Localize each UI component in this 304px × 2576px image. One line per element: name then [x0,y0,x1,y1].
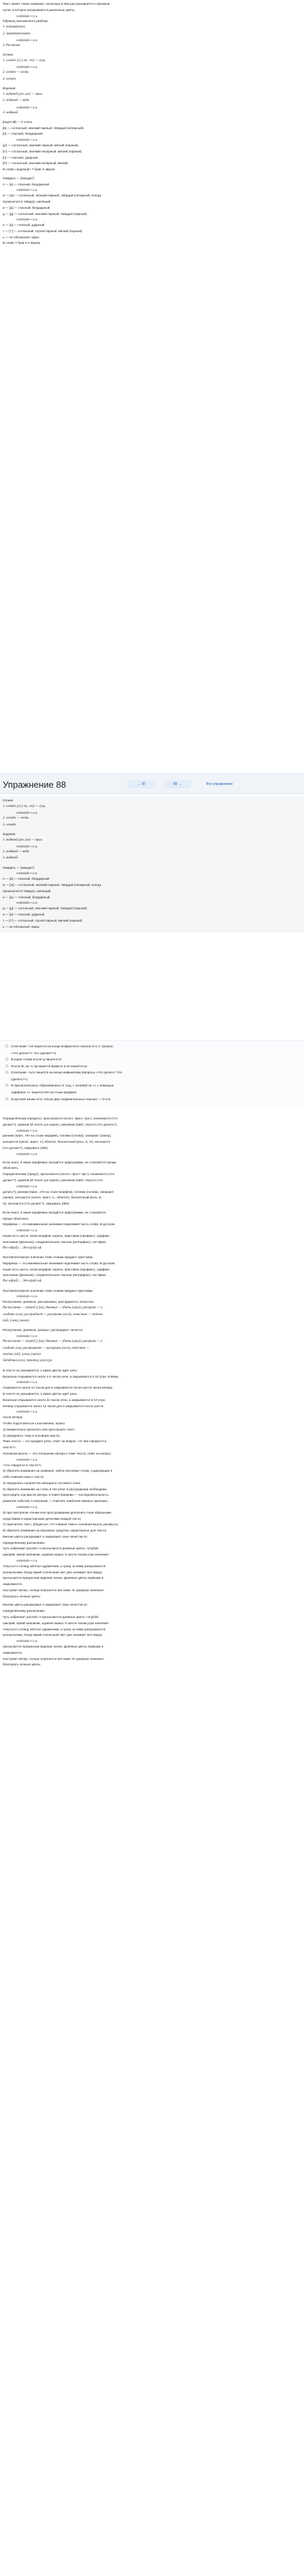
handwritten-line: Распускание — (перед [c]ш), дневные — (бить (кры)), раскрыт — о [3,1340,102,1344]
handwritten-line: (ой), (лом), (маги). [3,1319,30,1323]
handwritten-line: 1. водяной (ую, ые) — прил. [3,92,43,96]
text-line: 6) при повторном чтении или прослушивании дополнить план образными [3,1510,111,1514]
text-line: Васильки открываются около 4х часов ночи, а закрываются в 10 утра. [3,1398,106,1402]
text-line: Распускание, дневные, раскрыт, распрадают, лепесты. [3,1328,84,1332]
text-line: тексте?». [3,1446,17,1450]
text-line: [а] — гласный, безударный. [3,132,44,136]
handwritten-line: 2. огонёк — огонь [3,71,29,75]
text-line: колокольчики. Когда яркий солнечный свет уже заливает всё вокруг, [3,1633,103,1637]
handwritten-line: сходить (ла), раскрывают — раскрыть (аг/а), лепестки — [3,1346,89,1350]
text-line: себе главный смысл текста; [3,1475,45,1479]
list-item: ☐ После Ж, Ш, Ч, Щ пишется Буква И и не пишется Ы. [6,1064,88,1068]
solution-section-1 [0,1,304,247]
list-item: ☐ Сочетание -ться пишется на конце инфинитива (вопросы «Что делать? Что [6,1071,122,1075]
watermark: reshebnik++1.ru [17,218,38,222]
text-line: цикорий, яркий шиповник, шумная кашка. К шести часам утра начинают [3,1553,109,1557]
text-line: Водяная [3,87,16,91]
text-line: (запер), кончаются (нескл. прист. о-, облетит), белоночный (кось, Е, [3,1196,102,1200]
text-line: д — [д] — согласный, звонкий парный, твёрдый (парный) [3,907,87,911]
text-line: цикорий, яркий шиповник, шумная кашка. К шести часам утра начинают [3,1621,109,1625]
text-line: колокольчики. Когда яркий солнечный свет уже заливает всё вокруг, [3,1570,103,1574]
text-line: делает?), шумной (И после Ц в корне), шиповник (ШИ), тянутся (что [3,1178,103,1182]
watermark: reshebnik++1.ru [17,1334,38,1338]
checkbox-icon: ☐ [6,1097,9,1101]
watermark: reshebnik++1.ru [17,1152,38,1156]
text-line: Противоположное значение этим словам придают приставки. [3,1255,94,1259]
text-line: В тексте не указывается, о каких цветах идёт речь. [3,1368,78,1372]
handwritten-line: 2. огонёк — огонь [3,817,29,821]
text-line: Огонёк [3,799,13,802]
watermark: reshebnik++1.ru [17,1410,38,1414]
watermark: reshebnik++1.ru [17,1639,38,1643]
text-line: средствами и характерными деталями каждой части; [3,1516,82,1520]
watermark: reshebnik++1.ru [17,1184,38,1188]
next-exercise-button[interactable]: 89 → [164,780,191,788]
solution-section-3 [0,1116,304,1668]
handwritten-line: 3. огонёк [3,77,16,81]
watermark: reshebnik++1.ru [17,901,38,905]
text-line: Определённому (предлог), просыпаются (нескл. прист. про-), начинаются (что [3,1117,118,1120]
watermark: reshebnik++1.ru [17,811,38,815]
text-line: о — [а] — гласный, безударный [3,182,50,186]
handwritten-line: 1. огонёк [г] (-ок, -ек) — сущ. [3,804,46,808]
text-line: закрываются. [3,1650,23,1654]
text-line: окончание (флексия), соединительная гласная (интерфикс), постфикс. [3,1273,107,1277]
prev-exercise-button[interactable]: ← 87 [128,780,155,788]
text-line: развития событий, в описании — отметить наиболее важные признаки; [3,1499,108,1503]
text-line: проще объяснить. [3,1216,30,1220]
watermark: reshebnik++1.ru [17,1380,38,1384]
text-line: Морфема — это минимальная значимая неделимая часть слова. В русском [3,1222,115,1227]
text-line: кончаются (нескл. прист. о-) облетит, белоночный (кось, Е, О), кончаются [3,1140,110,1144]
text-line: Основная мысль — это отношение автора к теме текста, ответ на вопрос: [3,1451,112,1455]
text-line: д — [д] — согласный, звонкий парный, твёрдый (парный) [3,212,87,216]
text-line: (что делает?), закрывать (ЖИ). [3,1145,49,1150]
watermark: reshebnik++1.ru [17,1505,38,1509]
text-line: объяснить. [3,1166,19,1170]
list-item: ☐ В прилагательных, образованных от сущ. с основой на -н, с помощью [6,1084,114,1088]
text-line: О), кончаются (что делает?), закрывать (ЖИ). [3,1202,70,1206]
text-line: произносится твёрдо), шипящий [3,199,51,203]
watermark: reshebnik++1.ru [17,105,38,109]
text-line: Васильки открываются около 4-х часов ночи, а закрываются в 10 утра. Клевер [3,1374,118,1378]
text-line: [й'] — согласный, звонкий непарный, мягкий. [3,161,69,166]
text-line: В слове «водяной» 7 букв, 6 звуков. [3,168,56,172]
handwritten-line: 2. водяной — вода [3,99,30,103]
watermark: reshebnik++1.ru [17,1229,38,1233]
text-line: [в] — согласный, звонкий парный, твёрдый (непарный). [3,126,85,130]
handwritten-line: 1. ночная(ночь) [3,25,25,30]
text-line: Определённому (предл), просыпаются (нескл. прист. про-), начинаются (что [3,1172,115,1176]
text-line: Чтобы подготовиться к изложению, нужно: [3,1422,65,1426]
text-line: В тексте не указывается, о каких цветах идёт речь. [3,1392,78,1396]
text-line: Ожидать — [ажыдат'] [3,865,34,869]
solution-section-2 [0,797,304,933]
text-line: т — [т'] — согласный, глухой парный, мягкий (парный) [3,229,83,233]
text-line: ь — не обозначает звука [3,924,39,928]
text-line: Многие цветы раскрывают и закрывают свои лепестки по [3,1603,87,1607]
text-line: ж — [ж] — согласный, звонкий парный, твёрдый (непарный, всегда [3,883,102,887]
list-item: «Что делает?» Что сделает?»). [11,1051,57,1055]
checkbox-icon: ☐ [6,1064,9,1068]
text-line: открывается около 12 часов дня и закрывается после шести часов вечера. [3,1386,113,1390]
text-line: Многие цветы раскрывают и закрывают свои лепестки по [3,1534,87,1538]
checkbox-icon: ☐ [6,1045,9,1048]
text-line: произносится твёрдо), шипящий [3,889,51,893]
text-line: 3) обратить внимание на название, найти ключевые слова, содержащие в [3,1469,112,1473]
text-line: суток, в которое раскрываются различные цветы. [3,8,76,12]
text-line: т — [т'] — согласный, глухой парный, мягкий (парный) [3,918,83,922]
text-line: [н'] — согласный, звонкий непарный, мягкий (парный). [3,149,83,153]
text-line: просыпается прекрасная водяная лилия. Дневные цветы первыми и [3,1576,104,1580]
watermark: reshebnik++1.ru [17,188,38,192]
text-line: [о] — гласный, ударный. [3,155,39,159]
watermark: reshebnik++1.ru [17,1295,38,1299]
text-line: языке есть шесть типов морфем: корень, приставка (префикс), суффикс, [3,1267,111,1271]
text-line: и — [ы] — гласный, безударный [3,895,50,899]
text-line: [вад'н'ой] — 2 слога. [3,119,33,124]
checkbox-icon: ☐ [6,1084,9,1088]
text-line: благоухать ночные цветы. [3,1663,41,1667]
watermark: reshebnik++1.ru [17,14,38,18]
handwritten-line: 3. водяной [3,111,18,115]
text-line: определённому расписанию. [3,1609,45,1613]
text-line: Морфема — это минимальная значимая неделимая часть слова. В русском [3,1261,115,1265]
text-line: Наступает вечер, солнце опускается всё ниже. В сумерках начинают [3,1656,105,1661]
text-line: 8) обратить внимание на языковые средства, характерные для текста. [3,1529,107,1533]
text-line: 4) определить количество абзацев и составить план; [3,1481,81,1485]
text-line: Образец письменного разбора [3,19,48,23]
list-item: ☐ В русском языке есть только два соединительных гласных — О и Е. [6,1097,111,1101]
text-line: языке есть шесть типов морфем: корень, приставка (префикс), суффикс, [3,1234,111,1238]
text-line: [д'] — согласный, звонкий парный, мягкий (парный). [3,144,79,148]
text-line: о — [а] — гласный, безударный [3,877,50,881]
all-exercises-link[interactable]: Все упражнения [206,782,232,786]
text-line: Если знать, в каких морфемах находятся орфограммы, их становится проще [3,1160,117,1164]
checkbox-icon: ☐ [6,1071,9,1075]
watermark: reshebnik++1.ru [17,138,38,142]
watermark: reshebnik++1.ru [17,1457,38,1461]
handwritten-line: 3. водяной [3,856,18,860]
text-line: ранним (прил., НН на стыке морфем), головки (голова), запирают (запер), [3,1134,112,1138]
checkbox-icon: ☐ [6,1058,9,1062]
handwritten-line: сходить (гла), распрадают — раскрыть (аг/а), ленистые — зелёное [3,1312,103,1317]
text-line: окончание (флексия), соединительная гласная (интерфикс), постфикс. [3,1240,107,1244]
watermark: reshebnik++1.ru [17,65,38,69]
text-line: Тема текста — это предмет речи, ответ на вопрос: «О чём говорится в [3,1439,107,1444]
text-line: Если знать, в каких морфемах находятся орфограммы, их становится [3,1210,106,1214]
text-line: закрываются. [3,1582,23,1586]
text-line: 7) перечитать текст, убедиться, что главная тема и основная мысль раскрыты; [3,1523,119,1527]
handwritten-line: 3. Растение [3,44,21,48]
text-line: Водяная [3,832,16,836]
text-line: Распускание, дневные, расскрывают, распадаются, ленистые. [3,1300,95,1304]
handwritten-line: Распускание — (перед [c]ш), дневные — (бить (кры)), раскрыт — о [3,1306,102,1310]
list-item: сделать?»). [11,1077,28,1081]
text-line: Наступает вечер, солнце опускается всё ниже. В сумерках начинают [3,1588,105,1592]
text-line: а — [а] — гласный, ударный [3,223,45,227]
text-line: просыпается прекрасная водяная лилия. Дневные цветы первыми и [3,1645,104,1648]
handwritten-line: 2. заинтересовать [3,32,31,36]
handwritten-line: 2. водяной — вода [3,850,30,854]
text-line: ь — не обозначает звука [3,235,39,239]
exercise-title: Упражнение 88 [3,779,67,790]
text-line: Клевер открывается около 12 часов дня и закрывается после шести [3,1404,104,1408]
list-item: ☐ Сочетание -тся пишется на конце возвратного глагола 3-го л. (вопрос: [6,1045,114,1048]
exercise-header [0,773,304,794]
handwritten-line: Рос-ий(ий) ... Эт-ы(ий) ый [3,1246,42,1250]
rules-list [0,1040,304,1106]
text-line: 2) определить тему и основную мысль; [3,1433,61,1437]
text-line: «Что говорится в тексте?». [3,1463,43,1467]
text-line: делать?), ранним (прил., НН на стыке морфем), головки (голова), запирают [3,1189,114,1194]
text-line: проследить ход мысли автора, в повествовании — последовательность [3,1493,109,1497]
text-line: Текст имеет такое название, поскольку в нём рассказывается о времени [3,2,110,5]
handwritten-line: зелёное (ой), (лом), (маги). [3,1352,42,1356]
text-line: определённому расписанию. [3,1540,45,1545]
text-line: делает?), шумной (И после Ц в корне), шиповник (ШИ), тянутся (что делать?), [3,1122,118,1126]
text-line: тянуться к солнцу жёлтые одуванчики, а сразу за ними раскрываются [3,1627,106,1631]
text-line: Ожидать — [ажыдат'] [3,176,34,180]
text-line: Огонёк [3,53,13,57]
text-line: 1) внимательно прочитать или прослушать текст; [3,1427,76,1431]
list-item: суффикса -н- пишется НН на стыке морфем. [11,1091,77,1095]
text-line: благоухать ночные цветы. [3,1594,41,1598]
handwritten-line: 1. огонёк [г] (-ок, -ек) — сущ. [3,59,46,63]
watermark: reshebnik++1.ru [17,1128,38,1132]
text-line: ж — [ж] — согласный, звонкий парный, твёрдый (непарный, всегда [3,194,102,198]
text-line: часов вечера. [3,1415,23,1420]
text-line: тянуться к солнцу жёлтые одуванчики, а сразу за ними раскрываются [3,1564,106,1568]
watermark: reshebnik++1.ru [17,845,38,849]
handwritten-line: Звёздочки (сло), трав(ы), ра(сх)ул [3,1359,52,1363]
text-line: Противоположное значение этим словам придают приставки. [3,1288,94,1292]
watermark: reshebnik++1.ru [17,38,38,43]
text-line: В слове 7 букв и 6 звуков. [3,241,41,245]
text-line: и — [ы] — гласный, безударный [3,205,50,209]
watermark: reshebnik++1.ru [17,871,38,876]
watermark: reshebnik++1.ru [17,1558,38,1562]
list-item: ☐ В корне слова после Ц пишется И. [6,1058,63,1062]
text-line: а — [а] — гласный, ударный [3,913,45,917]
text-line: 5) обратить внимание на стиль и тип речи: в рассуждении необходимо [3,1487,107,1491]
text-line: Чуть забрезжит рассвет, и просыпаются дневные цветы: голубой [3,1547,98,1551]
handwritten-line: Рос-ий(ий) ... Эт-ы(ий) ый [3,1279,42,1284]
handwritten-line: 1. водяной (ую, ые) — прил. [3,838,43,842]
handwritten-line: 3. огонёк [3,823,16,827]
text-line: Чуть забрезжит рассвет, и просыпаются дневные цветы: голубой [3,1615,98,1619]
